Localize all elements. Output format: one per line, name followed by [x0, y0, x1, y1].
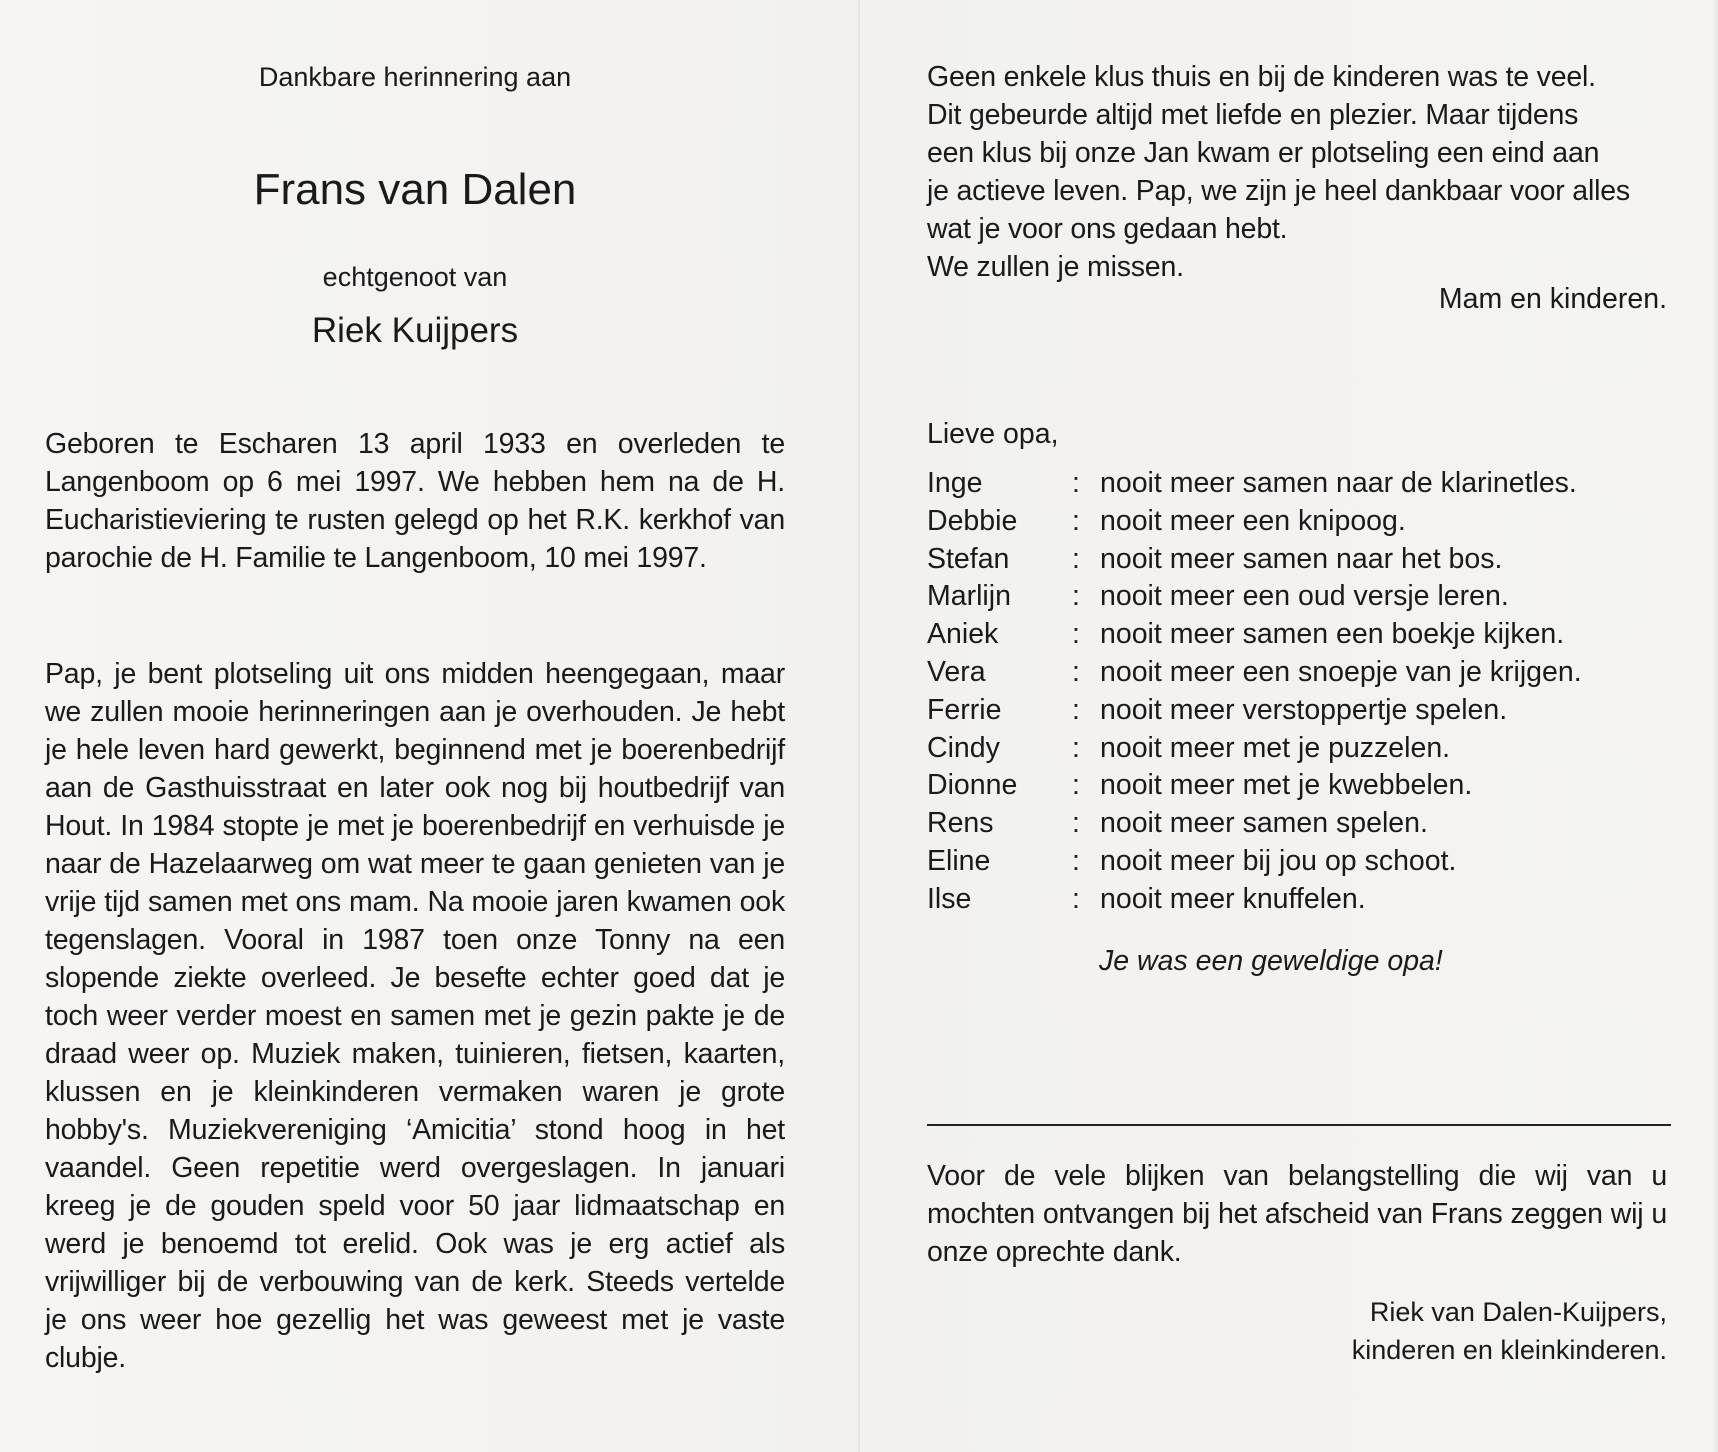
grandchild-message: nooit meer verstoppertje spelen.: [1100, 693, 1508, 726]
spouse-name: Riek Kuijpers: [311, 311, 519, 350]
signature-line: Riek van Dalen-Kuijpers,: [1369, 1297, 1667, 1327]
separator: :: [1072, 693, 1080, 726]
grandchild-name: Rens: [927, 807, 994, 840]
grandchild-message: nooit meer samen spelen.: [1100, 807, 1428, 840]
grandchild-message: nooit meer samen naar de klarinetles.: [1100, 467, 1577, 499]
list-item: [927, 465, 1667, 503]
family-signature: Mam en kinderen.: [1438, 283, 1667, 315]
life-story-paragraph: Pap, je bent plotseling uit ons midden heengegaan, maar we zullen mooie herinneringen aan je overhouden. Je hebt je hele leven hard gewerkt, beginnend met je boerenbedrijf aan de Gasthuisstraat en later ook nog bij houtbedrijf van Hout. In 1984 stopte je met je boerenbedrijf en verhuisde je naar de Hazelaarweg om wat meer te gaan genieten van je vrije tijd samen met ons mam. Na mooie jaren kwamen ook tegenslagen. Vooral in 1987 toen onze Tonny na een slopende ziekte overleed. Je besefte echter goed dat je toch weer verder moest en samen met je gezin pakte je de draad weer op. Muziek maken, tuinieren, fietsen, kaarten, klussen en je kleinkinderen vermaken waren je grote hobby's. Muziekvereniging ‘Amicitia’ stond hoog in het vaandel. Geen repetitie werd overgeslagen. In januari kreeg je de gouden speld voor 50 jaar lidmaatschap en werd je benoemd tot erelid. Ook was je erg actief als vrijwilliger bij de verbouwing van de kerk. Steeds vertelde je ons weer hoe gezellig het was geweest met je vaste clubje.: [45, 658, 785, 1374]
separator: :: [1072, 504, 1080, 537]
card-fold: [858, 0, 860, 1452]
grandchildren-list: [927, 465, 1667, 919]
list-item: [927, 578, 1667, 616]
list-item: [927, 692, 1667, 730]
list-item: [927, 881, 1667, 919]
separator: :: [1072, 731, 1080, 764]
grandchild-name: Debbie: [927, 504, 1018, 537]
separator: :: [1072, 542, 1080, 575]
thanks-paragraph: Voor de vele blijken van belangstelling die wij van u mochten ontvangen bij het afscheid van Frans zeggen wij u onze oprechte dank.: [927, 1160, 1667, 1268]
separator: :: [1072, 655, 1080, 688]
grandchild-name: Ferrie: [927, 693, 1002, 726]
family-message-line: wat je voor ons gedaan hebt.: [927, 213, 1288, 245]
list-item: [927, 843, 1667, 881]
grandchild-message: nooit meer samen naar het bos.: [1100, 542, 1503, 575]
grandchild-name: Stefan: [927, 542, 1010, 575]
grandchild-name: Aniek: [927, 618, 999, 651]
separator: :: [1072, 807, 1080, 840]
grandchildren-heading: Lieve opa,: [927, 418, 1059, 450]
family-message-line: je actieve leven. Pap, we zijn je heel dankbaar voor alles: [927, 175, 1630, 207]
family-message-line: Geen enkele klus thuis en bij de kinderen was te veel.: [927, 61, 1596, 93]
separator: :: [1072, 844, 1080, 877]
family-message-line: We zullen je missen.: [927, 251, 1184, 283]
grandchild-name: Ilse: [927, 882, 972, 915]
list-item: [927, 805, 1667, 843]
separator: :: [1072, 618, 1080, 651]
grandchild-name: Inge: [927, 467, 983, 499]
list-item: [927, 730, 1667, 768]
grandchild-name: Dionne: [927, 769, 1018, 802]
list-item: [927, 767, 1667, 805]
family-message: [927, 58, 1667, 286]
grandchild-message: nooit meer knuffelen.: [1100, 882, 1366, 915]
list-item: [927, 503, 1667, 541]
birth-death-paragraph: Geboren te Escharen 13 april 1933 en overleden te Langenboom op 6 mei 1997. We hebben hem na de H. Eucharistieviering te rusten gelegd op het R.K. kerkhof van parochie de H. Familie te Langenboom, 10 mei 1997.: [45, 428, 785, 574]
grandchild-name: Eline: [927, 844, 991, 877]
card-edge-shadow: [1712, 0, 1718, 1452]
divider: [927, 1124, 1671, 1126]
list-item: [927, 616, 1667, 654]
grandchild-name: Cindy: [927, 731, 1000, 764]
list-item: [927, 654, 1667, 692]
separator: :: [1072, 580, 1080, 613]
separator: :: [1072, 769, 1080, 802]
grandchild-message: nooit meer een knipoog.: [1100, 504, 1406, 537]
grandchild-message: nooit meer een oud versje leren.: [1100, 580, 1509, 613]
family-message-line: een klus bij onze Jan kwam er plotseling een eind aan: [927, 137, 1600, 169]
final-signature: [1352, 1293, 1667, 1369]
grandchild-message: nooit meer bij jou op schoot.: [1100, 844, 1457, 877]
grandchild-message: nooit meer met je kwebbelen.: [1100, 769, 1473, 802]
signature-line: kinderen en kleinkinderen.: [1351, 1335, 1667, 1365]
deceased-name: Frans van Dalen: [253, 165, 577, 214]
grandchild-message: nooit meer met je puzzelen.: [1100, 731, 1451, 764]
spouse-label: echtgenoot van: [322, 262, 508, 292]
separator: :: [1072, 882, 1080, 915]
grandchild-name: Marlijn: [927, 580, 1011, 613]
grandchild-message: nooit meer samen een boekje kijken.: [1100, 618, 1565, 651]
separator: :: [1072, 467, 1080, 499]
grandchild-name: Vera: [927, 655, 986, 688]
grandchild-message: nooit meer een snoepje van je krijgen.: [1100, 655, 1582, 688]
family-message-line: Dit gebeurde altijd met liefde en plezier. Maar tijdens: [927, 99, 1579, 131]
intro-text: Dankbare herinnering aan: [258, 62, 572, 92]
list-item: [927, 541, 1667, 579]
closing-line: Je was een geweldige opa!: [1099, 945, 1443, 977]
